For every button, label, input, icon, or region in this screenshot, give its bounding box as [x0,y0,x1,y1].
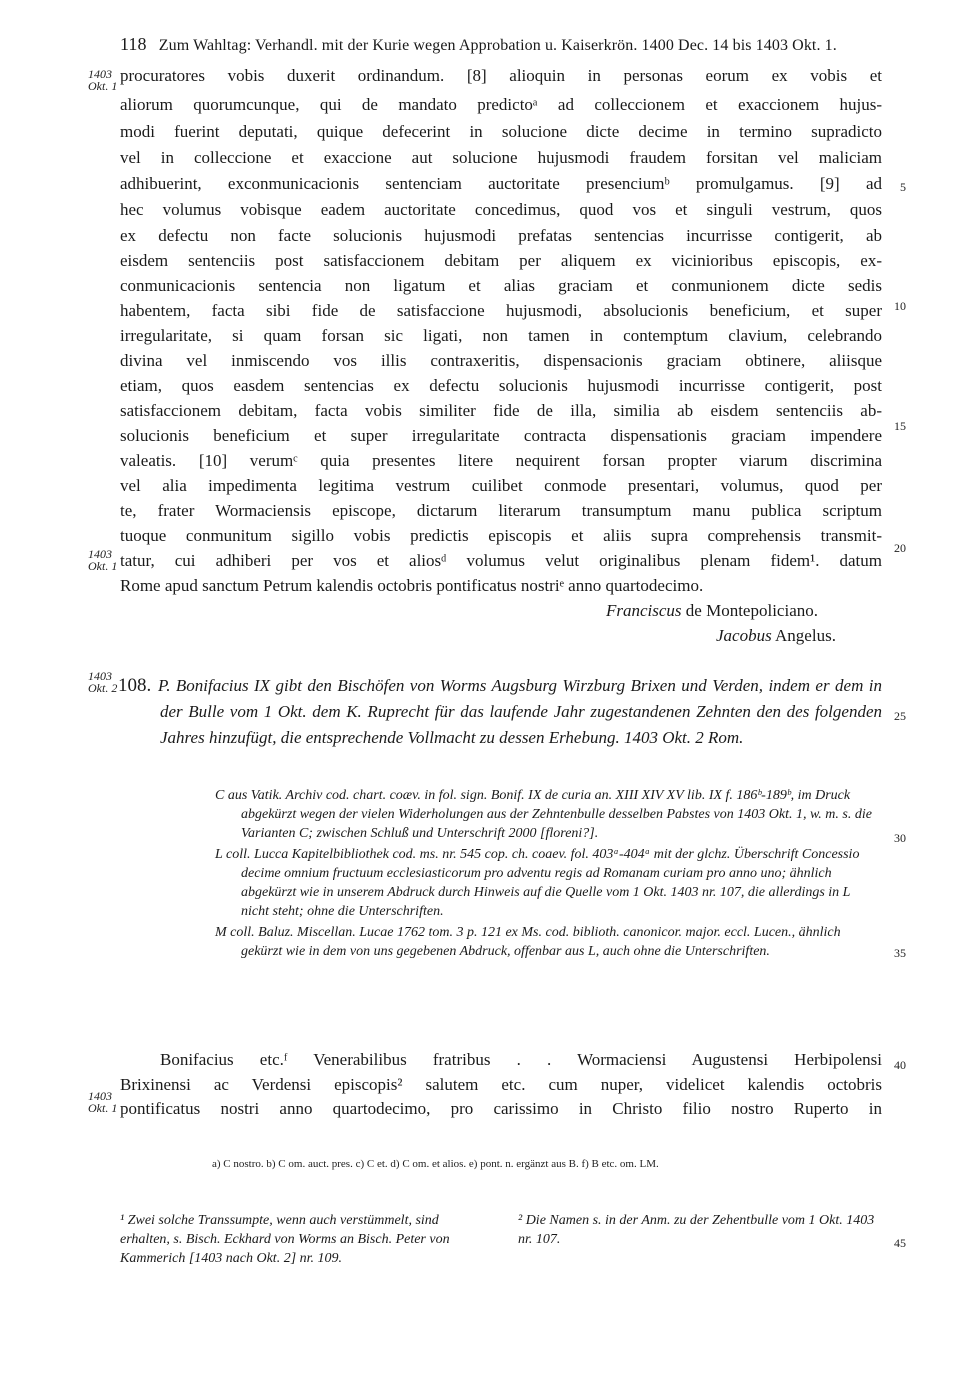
margin-date [88,670,117,694]
signature-rest: Angelus. [771,626,836,645]
margin-year: 1403 [88,67,112,81]
line-number: 25 [894,709,906,723]
margin-date [88,68,117,92]
document-heading [118,673,882,751]
line-number: 30 [894,831,906,845]
running-title: Zum Wahltag: Verhandl. mit der Kurie wegen Approbation u. Kaiserkrön. 1400 Dec. 14 bis 1403 Okt. 1. [158,37,837,54]
source-entry: M coll. Baluz. Miscellan. Lucae 1762 tom. 3 p. 121 ex Ms. cod. biblioth. canonicor. major. eccl. Lucen., ähnlich gekürzt wie in dem von uns gegebenen Abdruck, offenbar aus L, auch ohne die Unterschriften. [215,925,841,959]
footnote: ¹ Zwei solche Transsumpte, wenn auch verstümmelt, sind erhalten, s. Bisch. Eckhard von Worms an Bisch. Peter von Kammerich [1403 nach Okt. 2] nr. 109. [120,1213,450,1266]
text-line: satisfaccionem debitam, facta vobis similiter fide de illa, similia ab eisdem sentenciis ab- [120,401,882,420]
margin-year: 1403 [88,1089,112,1103]
margin-day: Okt. 1 [88,559,118,573]
text-line: te, frater Wormaciensis episcope, dictarum literarum transumptum manu publica scriptum [120,501,882,520]
margin-date [88,1090,117,1114]
line-number: 15 [894,419,906,433]
line-number: 10 [894,299,906,313]
margin-year: 1403 [88,547,112,561]
line-number: 40 [894,1058,906,1072]
signature-line [716,626,836,646]
signature-rest: de Montepoliciano. [681,601,818,620]
margin-day: Okt. 1 [88,79,118,93]
page-number: 118 [120,34,147,54]
text-line: habentem, facta sibi fide de satisfaccione hujusmodi, absolucionis beneficium, et super [120,301,882,320]
signature-name: Franciscus [606,601,682,620]
running-header [120,34,837,55]
margin-year: 1403 [88,669,112,683]
text-line: Brixinensi ac Verdensi episcopis² salutem etc. cum nuper, videlicet kalendis octobris [120,1075,882,1094]
source-entry: C aus Vatik. Archiv cod. chart. coæv. in fol. sign. Bonif. IX de curia an. XIII XIV XV lib. IX f. 186ᵇ-189ᵇ, im Druck abgekürzt wegen der vielen Widerholungen aus der Zehntenbulle desselben Pabstes von 1403 Okt. 1, w. m. s. die Varianten C; zwischen Schluß und Unterschrift 2000 [floreni?]. [215,788,872,841]
source-list [215,786,875,961]
margin-day: Okt. 2 [88,681,118,695]
text-line: modi fuerint deputati, quique defecerint in solucione dicte decime in termino supradicto [120,122,882,141]
text-line: Bonifacius etc.ᶠ Venerabilibus fratribus . . Wormaciensi Augustensi Herbipolensi [160,1050,882,1069]
text-line: hec volumus vobisque eadem auctoritate concedimus, quod vos et singuli vestrum, quos [120,200,882,219]
text-line: conmunicacionis sentencia non ligatum et alias graciam et conmunionem dicte sedis [120,276,882,295]
text-line: vel alia impedimenta legitima vestrum cuilibet conmode presentari, volumus, quod per [120,476,882,495]
footnote: ² Die Namen s. in der Anm. zu der Zehentbulle vom 1 Okt. 1403 nr. 107. [518,1213,875,1247]
variant-notes: a) C nostro. b) C om. auct. pres. c) C et. d) C om. et alios. e) pont. n. ergänzt aus B. f) B etc. om. LM. [212,1158,659,1170]
text-line: eisdem sentenciis post satisfaccionem debitam per aliquem ex vicinioribus episcopis, ex- [120,251,882,270]
text-line: tatur, cui adhiberi per vos et aliosᵈ volumus velut originalibus plenam fidem¹. datum [120,551,882,570]
line-number: 20 [894,541,906,555]
line-number: 35 [894,946,906,960]
margin-date [88,548,117,572]
text-line: Rome apud sanctum Petrum kalendis octobris pontificatus nostriᵉ anno quartodecimo. [120,576,704,595]
document-number: 108. [118,675,152,696]
margin-day: Okt. 1 [88,1101,118,1115]
text-line: valeatis. [10] verumᶜ quia presentes litere nequirent forsan propter viarum discrimina [120,451,882,470]
signature-line [606,601,818,621]
text-line: aliorum quorumcunque, qui de mandato predictoᵃ ad colleccionem et exaccionem hujus- [120,95,882,114]
text-line: procuratores vobis duxerit ordinandum. [8] alioquin in personas eorum ex vobis et [120,66,882,85]
document-summary: P. Bonifacius IX gibt den Bischöfen von Worms Augsburg Wirzburg Brixen und Verden, indem er dem in der Bulle vom 1 Okt. dem K. Ruprecht für das laufende Jahr zugestandenen Zehnten den des folgenden Jahres hinzufügt, die entsprechende Vollmacht zu dessen Erhebung. 1403 Okt. 2 Rom. [158,676,882,747]
text-line: solucionis beneficium et super irregularitate contracta dispensationis graciam impendere [120,426,882,445]
line-number: 5 [900,180,906,194]
text-line: irregularitate, si quam forsan sic ligati, non tamen in contemptum clavium, celebrando [120,326,882,345]
source-entry: L coll. Lucca Kapitelbibliothek cod. ms. nr. 545 cop. ch. coaev. fol. 403ᵃ-404ᵃ mit der glchz. Überschrift Concessio decime omnium fructuum ecclesiasticorum pro adventu regis ad Romanam curiam pro anno uno; ähnlich abgekürzt wie in unserem Abdruck durch Hinweis auf die Quelle vom 1 Okt. 1403 nr. 107, die allerdings in L nicht steht; ohne die Unterschriften. [215,847,860,919]
text-line: pontificatus nostri anno quartodecimo, pro carissimo in Christo filio nostro Ruperto in [120,1099,882,1118]
signature-name: Jacobus [716,626,772,645]
text-line: vel in colleccione et exaccione aut solucione hujusmodi fraudem forsitan vel maliciam [120,148,882,167]
text-line: adhibuerint, exconmunicacionis sentenciam auctoritate presenciumᵇ promulgamus. [9] ad [120,174,882,193]
line-number: 45 [894,1236,906,1250]
text-line: etiam, quos easdem sentencias ex defectu solucionis hujusmodi incurrisse contigerit, post [120,376,882,395]
text-line: tuoque conmunitum sigillo vobis predictis episcopis et aliis supra comprehensis transmit- [120,526,882,545]
text-line: divina vel inmiscendo vos illis contraxeritis, dispensacionis graciam obtinere, aliisque [120,351,882,370]
text-line: ex defectu non facte solucionis hujusmodi prefatas sentencias incurrisse contigerit, ab [120,226,882,245]
